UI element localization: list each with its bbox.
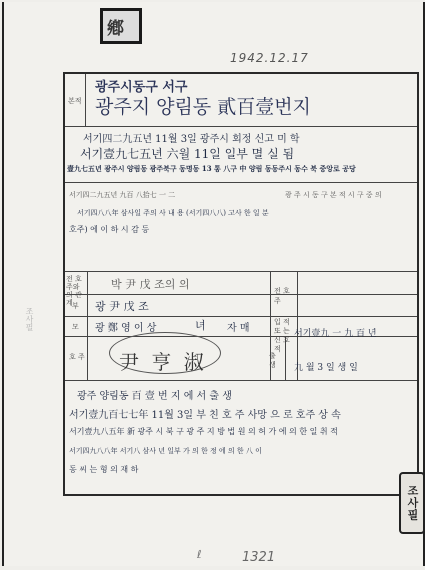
birth-line: 서기壹九 一 九 百 년: [294, 329, 377, 339]
hoju-label: 호 주: [69, 353, 85, 361]
father-value: 광 尹 戊 조: [95, 300, 149, 313]
entry-label: 입 적 또 는 신 호 적: [274, 318, 290, 353]
note-line: 서기壹九百七七年 11월 3일 부 친 호 주 사망 으 로 호주 상 속: [69, 410, 341, 421]
document-sheet: [2, 2, 425, 566]
record-line: 호주) 에 이 하 시 감 등: [69, 225, 150, 234]
record-line: 서기四二九五년 11월 3일 광주시 회정 신고 미 학: [83, 134, 300, 145]
inspection-seal: 조사필: [399, 472, 425, 534]
stamp-glyph: 鄕: [107, 19, 124, 39]
handwritten-date: 1942.12.17: [230, 51, 309, 65]
registry-stamp: [100, 8, 142, 44]
row-divider: [65, 182, 417, 183]
bonjeok-label: 본적: [68, 97, 82, 105]
note-line: 서기四九八八年 서기八 삼사 년 일부 가 의 한 정 에 의 한 八 이: [69, 447, 262, 455]
record-line: 서기四二九五년 九百 八拾七 一 二: [69, 191, 176, 199]
mother-value: 광 鄭 영 이 상: [95, 323, 157, 334]
relation-label: 전 호주와의 관계: [66, 275, 82, 307]
address-line: 광주지 양림동 貳百壹번지: [95, 96, 311, 118]
record-line: 광 주 시 동 구 본 적 시 구 중 의: [285, 191, 382, 199]
row-divider: [65, 316, 417, 317]
col-divider: [87, 271, 88, 380]
row-divider: [65, 126, 417, 127]
birth-label: 출 생: [269, 352, 276, 369]
order-value: 자 매: [227, 323, 250, 334]
gender-value: 녀: [195, 319, 206, 332]
footer-number: 1321: [242, 550, 276, 565]
birth-line: 九 월 3 일 생 일: [294, 363, 358, 373]
mother-label: 모: [72, 323, 79, 331]
row-divider: [65, 380, 417, 381]
note-line: 동 씨 는 형 의 재 하: [69, 465, 139, 474]
relation-value: 박 尹 戊 조의 의: [111, 278, 190, 291]
district-line: 광주시동구 서구: [95, 80, 188, 95]
father-label: 부: [72, 302, 79, 310]
col-divider: [285, 336, 286, 380]
col-divider: [85, 74, 86, 126]
row-divider: [65, 294, 417, 295]
record-line: 서기壹九七五년 六월 11일 일부 멸 실 됨: [80, 147, 295, 161]
footer-scribble: ℓ: [197, 548, 202, 561]
note-line: 광주 양림동 百 壹 번 지 에 서 출 생: [77, 391, 232, 402]
record-line: 壹九七五년 광주시 양림동 광주북구 동명동 13 통 八구 中 양림 동동주시 동수 북 중앙로 공당: [67, 164, 356, 173]
note-line: 서기壹九八五年 新 광주 시 북 구 광 주 지 방 법 원 의 허 가 에 의 한 일 취 적: [69, 427, 338, 436]
transfer-label: 전 호 주: [274, 287, 290, 305]
row-divider: [65, 271, 417, 272]
record-line: 서기四八八年 삼사일 주의 사 내 용 (서기四八八) 고사 한 일 분: [77, 209, 269, 217]
margin-note: 조사필: [25, 307, 34, 331]
registry-form: [63, 72, 419, 496]
hoju-name: 尹 亨 淑: [119, 350, 207, 374]
